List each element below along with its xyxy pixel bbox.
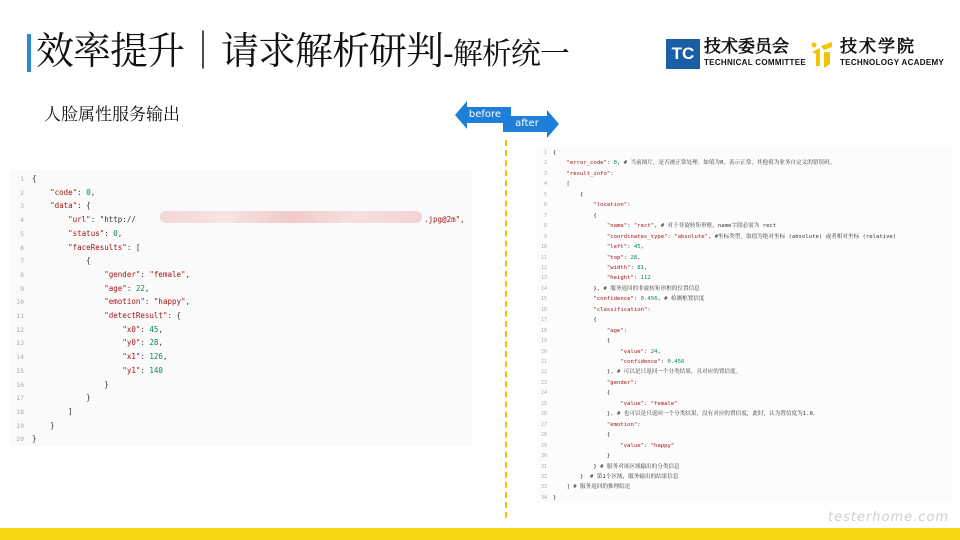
code-text: "confidence": 0.456, # 检测框置信度 xyxy=(593,296,705,303)
code-line xyxy=(10,405,472,419)
code-line xyxy=(537,263,952,274)
code-line xyxy=(537,242,952,253)
code-line xyxy=(537,294,952,305)
line-number: 25 xyxy=(540,400,547,407)
line-number: 9 xyxy=(20,284,24,293)
line-number: 3 xyxy=(20,202,24,211)
ta-logo-cn: 技术学院 xyxy=(840,37,916,57)
line-number: 14 xyxy=(540,285,547,292)
code-line xyxy=(537,430,952,441)
code-line xyxy=(537,326,952,337)
after-label: after xyxy=(515,118,539,129)
code-line xyxy=(10,268,472,282)
code-line xyxy=(537,378,952,389)
code-text: } xyxy=(32,434,37,444)
line-number: 31 xyxy=(540,463,547,470)
code-text: { xyxy=(553,390,611,397)
line-number: 15 xyxy=(540,296,547,303)
code-line xyxy=(537,211,952,222)
code-text: "detectResult": { xyxy=(104,311,182,320)
code-line xyxy=(537,148,952,159)
line-number: 15 xyxy=(16,366,24,375)
line-number: 17 xyxy=(540,317,547,324)
code-text: "value": 24, xyxy=(620,348,661,355)
code-text: { xyxy=(553,150,557,156)
code-line xyxy=(537,493,952,504)
code-text: "y0": 28, xyxy=(122,338,163,348)
code-line xyxy=(537,158,952,169)
code-text: "coordinates_type": "absolute", #坐标类型，取值为绝对坐标 (absolute) 或者相对坐标 (relative) xyxy=(606,233,897,240)
code-text: } xyxy=(32,420,55,430)
code-line xyxy=(10,364,472,378)
code-text: [ xyxy=(553,181,570,188)
code-text: { xyxy=(553,338,611,345)
line-number: 8 xyxy=(20,270,24,279)
academy-icon xyxy=(806,38,836,70)
code-line xyxy=(10,186,472,200)
code-text: "confidence": 0.456 xyxy=(620,359,685,365)
line-number: 10 xyxy=(540,244,547,251)
line-number: 32 xyxy=(540,473,547,480)
line-number: 22 xyxy=(540,369,547,376)
line-number: 33 xyxy=(540,484,547,491)
after-arrow xyxy=(503,110,559,138)
code-text: "gender": "female", xyxy=(104,269,191,279)
code-line xyxy=(537,221,952,232)
line-number: 30 xyxy=(540,453,547,460)
code-line xyxy=(537,347,952,358)
code-text: { xyxy=(553,191,584,198)
code-line xyxy=(537,336,952,347)
code-text: ] xyxy=(32,406,73,416)
code-text: "emotion": "happy", xyxy=(104,297,191,307)
technology-academy-logo xyxy=(806,36,945,72)
code-text: "y1": 140 xyxy=(122,365,163,375)
code-text: "result_info": xyxy=(566,170,614,177)
code-line xyxy=(10,336,472,350)
line-number: 6 xyxy=(20,243,24,252)
code-text: "value": "happy" xyxy=(620,442,675,449)
code-line xyxy=(537,399,952,410)
code-line xyxy=(537,232,952,243)
code-text: "x1": 126, xyxy=(122,352,168,362)
code-line xyxy=(537,367,952,378)
line-number: 20 xyxy=(540,348,547,355)
code-text: "height": 112 xyxy=(606,275,651,282)
code-text: "x0": 45, xyxy=(122,324,163,334)
after-code-block xyxy=(537,146,952,502)
line-number: 12 xyxy=(16,325,24,334)
code-line xyxy=(10,254,472,268)
code-text: "error_code": 0, # 当前图片，是否被正常处理。如值为0，表示正常，其他值为业务自定义的错误码。 xyxy=(566,160,836,167)
page-title-main: 效率提升｜请求解析研判 xyxy=(36,29,444,73)
code-text: { xyxy=(553,212,597,219)
line-number: 4 xyxy=(543,181,547,188)
code-text: }, # 可以是只返回一个分类结果，且对应的置信度。 xyxy=(553,369,742,376)
line-number: 19 xyxy=(540,338,547,345)
line-number: 27 xyxy=(540,421,547,428)
code-line xyxy=(10,282,472,296)
line-number: 29 xyxy=(540,442,547,449)
tc-logo-en: TECHNICAL COMMITTEE xyxy=(704,58,806,67)
code-text: } # 服务对该区域输出的分类信息 xyxy=(553,463,680,470)
before-label: before xyxy=(468,109,502,120)
line-number: 11 xyxy=(16,312,24,320)
code-line xyxy=(537,190,952,201)
code-line xyxy=(10,350,472,364)
code-line xyxy=(10,419,472,433)
line-number: 7 xyxy=(543,212,547,219)
code-line xyxy=(10,213,472,227)
code-line xyxy=(537,472,952,483)
line-number: 5 xyxy=(20,229,24,238)
line-number: 17 xyxy=(16,394,24,403)
code-line xyxy=(10,172,472,186)
bottom-bar xyxy=(0,528,960,540)
page-title xyxy=(36,27,569,79)
page-title-suffix: -解析统一 xyxy=(443,37,569,72)
code-line xyxy=(537,420,952,431)
tc-logo-cn: 技术委员会 xyxy=(704,37,789,57)
code-text: ] # 服务返回的推理结论 xyxy=(553,484,631,491)
title-accent-bar xyxy=(27,34,31,72)
code-line xyxy=(10,323,472,337)
line-number: 28 xyxy=(540,432,547,439)
code-text: }, # 服务返回的非旋转矩形框的位置信息 xyxy=(553,285,700,292)
code-text: } xyxy=(32,393,91,403)
code-text: { xyxy=(553,317,597,324)
tc-logo-mark: TC xyxy=(666,39,700,69)
line-number: 7 xyxy=(20,257,24,266)
code-line xyxy=(537,305,952,316)
line-number: 20 xyxy=(16,435,24,444)
code-line xyxy=(537,409,952,420)
line-number: 5 xyxy=(543,191,547,198)
line-number: 14 xyxy=(16,353,24,362)
line-number: 6 xyxy=(543,202,547,209)
line-number: 2 xyxy=(543,160,547,167)
line-number: 16 xyxy=(540,306,547,313)
code-text: { xyxy=(32,256,91,266)
dashed-divider xyxy=(505,140,507,518)
code-line xyxy=(537,179,952,190)
line-number: 9 xyxy=(543,233,547,240)
before-code-block xyxy=(10,170,472,446)
code-line xyxy=(537,451,952,462)
line-number: 1 xyxy=(543,150,547,156)
code-text: } # 第1个区域，服务输出的结果信息 xyxy=(553,473,679,480)
line-number: 23 xyxy=(540,379,547,386)
technical-committee-logo xyxy=(666,36,806,72)
code-text: { xyxy=(32,174,37,183)
code-line xyxy=(10,309,472,323)
code-text: } xyxy=(32,379,109,389)
line-number: 8 xyxy=(543,223,547,230)
code-line xyxy=(537,388,952,399)
section-subtitle: 人脸属性服务输出 xyxy=(44,105,180,125)
line-number: 2 xyxy=(20,188,24,197)
line-number: 12 xyxy=(540,264,547,271)
line-number: 13 xyxy=(16,339,24,348)
code-text: "faceResults": [ xyxy=(68,242,141,252)
line-number: 21 xyxy=(540,359,547,365)
code-text: "age": 22, xyxy=(104,283,150,293)
code-text: "status": 0, xyxy=(68,228,123,238)
line-number: 1 xyxy=(20,175,24,183)
code-line xyxy=(10,432,472,446)
line-number: 4 xyxy=(20,216,24,225)
code-text: } xyxy=(553,453,611,460)
code-text: "data": { xyxy=(50,201,91,211)
code-text: "name": "rect", # 对于非旋转矩形框，name字段必需为 rect xyxy=(606,223,777,230)
line-number: 3 xyxy=(543,170,547,177)
code-line xyxy=(537,482,952,493)
code-text: }, # 也可以是只返回一个分类结果，没有对应的置信度，此时，认为置信度为1.0。 xyxy=(553,411,819,418)
ta-logo-en: TECHNOLOGY ACADEMY xyxy=(840,58,945,67)
code-line xyxy=(537,200,952,211)
line-number: 11 xyxy=(540,254,547,261)
code-line xyxy=(537,441,952,452)
code-text: "width": 81, xyxy=(606,264,648,271)
code-text: "code": 0, xyxy=(50,187,96,197)
code-line xyxy=(537,253,952,264)
code-line xyxy=(537,169,952,180)
code-line xyxy=(537,357,952,368)
line-number: 18 xyxy=(16,407,24,416)
code-text: "location": xyxy=(593,202,631,209)
code-text: { xyxy=(553,432,611,439)
line-number: 10 xyxy=(16,298,24,307)
line-number: 19 xyxy=(16,421,24,430)
code-line xyxy=(537,462,952,473)
code-line xyxy=(10,199,472,213)
code-text: "classification": xyxy=(593,306,651,313)
code-text: "value": "female" xyxy=(620,400,678,407)
code-line xyxy=(10,378,472,392)
watermark: testerhome.com xyxy=(828,510,950,525)
code-text: } xyxy=(553,494,557,501)
code-text: "left": 45, xyxy=(606,244,644,251)
code-line xyxy=(10,241,472,255)
code-line xyxy=(10,391,472,405)
code-text: "gender": xyxy=(606,379,638,386)
line-number: 18 xyxy=(540,327,547,334)
code-line xyxy=(537,273,952,284)
url-tail: .jpg@2m", xyxy=(424,215,465,225)
code-text: "emotion": xyxy=(606,421,641,428)
code-line xyxy=(10,227,472,241)
line-number: 13 xyxy=(540,275,547,282)
line-number: 16 xyxy=(16,380,24,389)
line-number: 34 xyxy=(540,494,547,501)
code-text: "age": xyxy=(606,327,628,334)
code-text: "url": "http:// xyxy=(68,215,136,225)
code-line xyxy=(537,315,952,326)
line-number: 24 xyxy=(540,390,547,397)
code-line xyxy=(10,295,472,309)
code-line xyxy=(537,284,952,295)
code-text: "top": 28, xyxy=(606,254,641,261)
line-number: 26 xyxy=(540,411,547,418)
